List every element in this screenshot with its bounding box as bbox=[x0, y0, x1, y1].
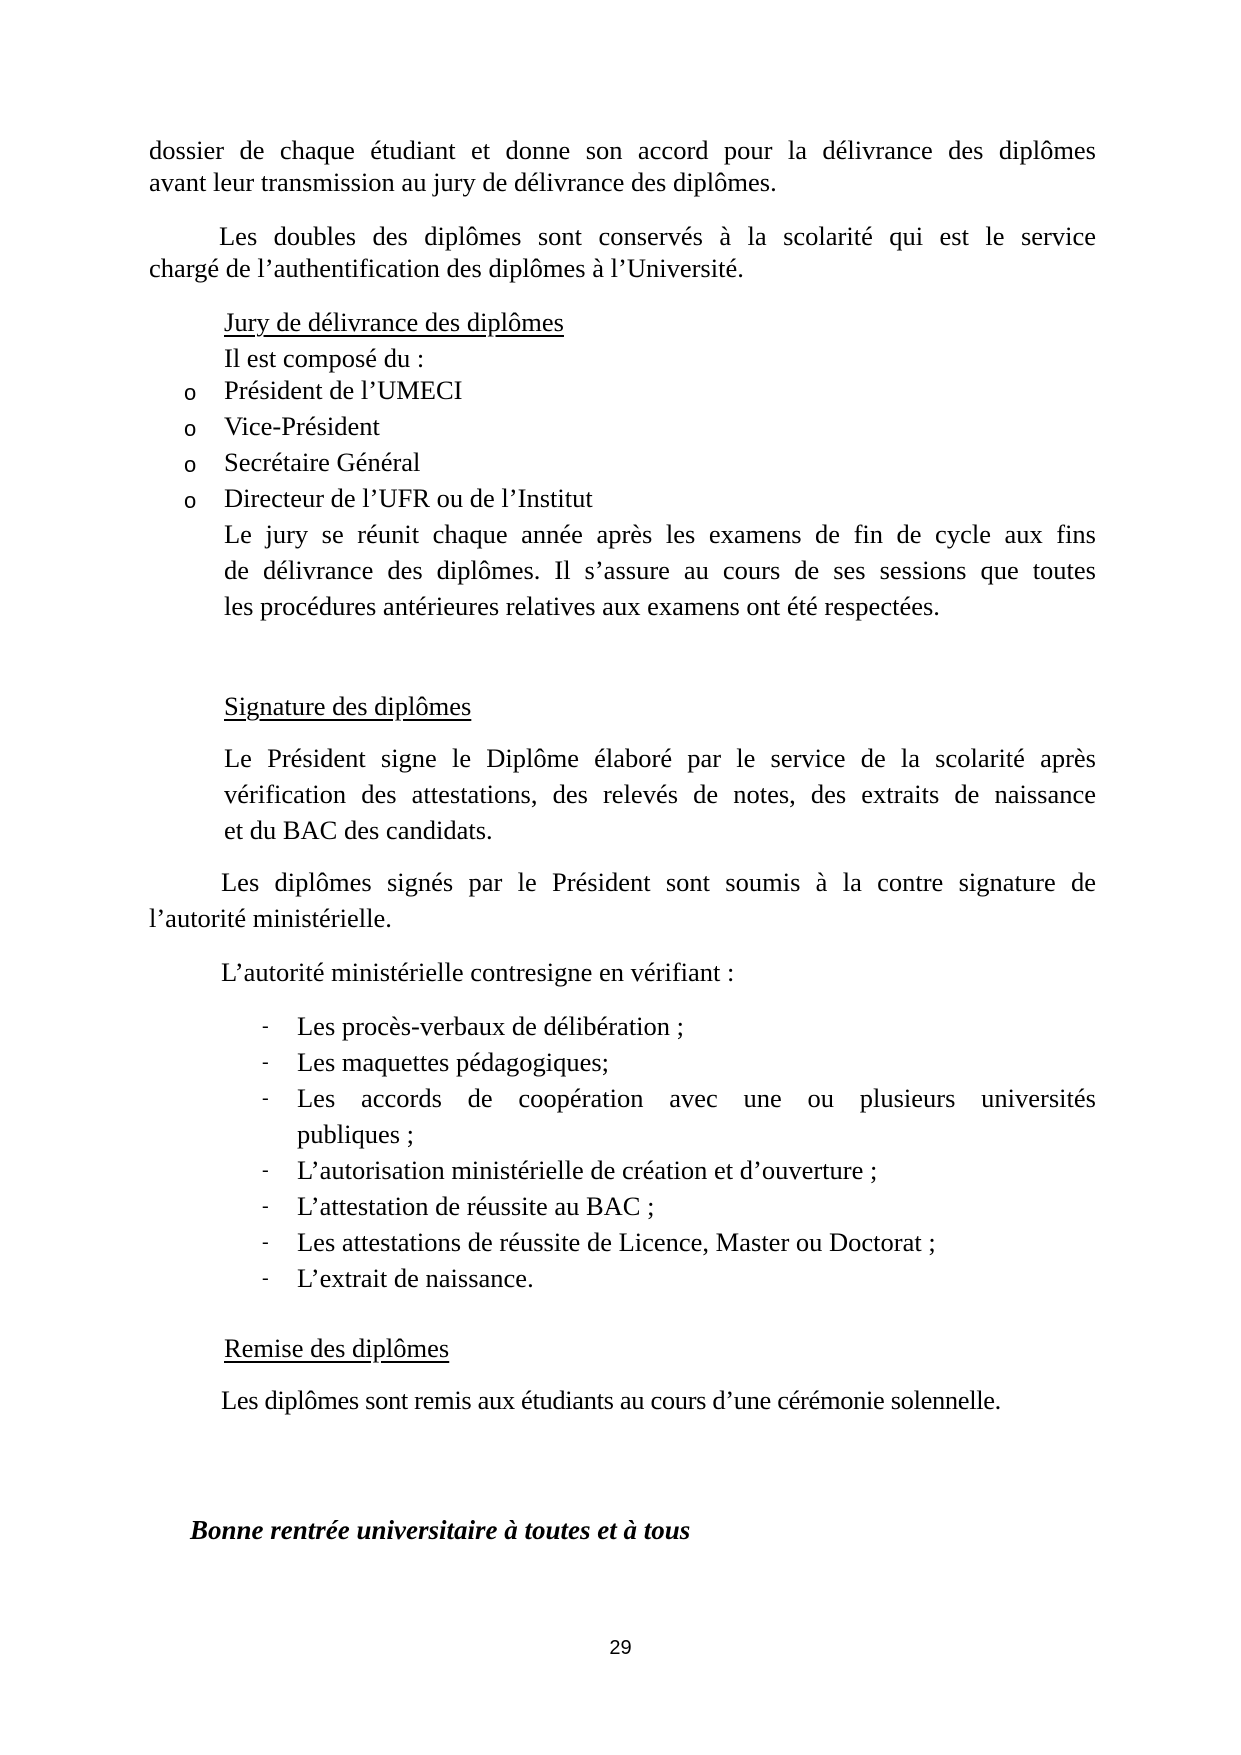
paragraph-line: l’autorité ministérielle. bbox=[149, 903, 392, 933]
paragraph-line: Le Président signe le Diplôme élaboré par le service de la scolarité après bbox=[224, 743, 1096, 773]
paragraph-line: de délivrance des diplômes. Il s’assure au cours de ses sessions que toutes bbox=[224, 555, 1096, 585]
paragraph-line: chargé de l’authentification des diplômes à l’Université. bbox=[149, 253, 744, 283]
list-item-text: Directeur de l’UFR ou de l’Institut bbox=[224, 483, 593, 513]
paragraph-line: dossier de chaque étudiant et donne son accord pour la délivrance des diplômes bbox=[149, 135, 1096, 165]
page-number: 29 bbox=[609, 1637, 632, 1659]
list-item-text: L’extrait de naissance. bbox=[297, 1263, 534, 1293]
list-item-text: L’autorisation ministérielle de création et d’ouverture ; bbox=[297, 1155, 878, 1185]
dash-bullet-icon: - bbox=[262, 1267, 269, 1289]
section-heading: Remise des diplômes bbox=[224, 1333, 450, 1363]
list-item-text: Les attestations de réussite de Licence, Master ou Doctorat ; bbox=[297, 1227, 936, 1257]
list-item-text: Vice-Président bbox=[224, 411, 380, 441]
dash-bullet-icon: - bbox=[262, 1195, 269, 1217]
circle-bullet-icon: o bbox=[184, 488, 197, 513]
list-item-text: Secrétaire Général bbox=[224, 447, 421, 477]
paragraph-line: avant leur transmission au jury de délivrance des diplômes. bbox=[149, 167, 777, 197]
paragraph-line: Les doubles des diplômes sont conservés à la scolarité qui est le service bbox=[219, 221, 1096, 251]
dash-bullet-icon: - bbox=[262, 1087, 269, 1109]
paragraph-line: et du BAC des candidats. bbox=[224, 815, 493, 845]
list-item-text: publiques ; bbox=[297, 1119, 415, 1149]
list-item-text: Les maquettes pédagogiques; bbox=[297, 1047, 610, 1077]
closing-message: Bonne rentrée universitaire à toutes et à tous bbox=[190, 1515, 691, 1545]
dash-bullet-icon: - bbox=[262, 1159, 269, 1181]
circle-bullet-icon: o bbox=[184, 416, 197, 441]
section-heading: Jury de délivrance des diplômes bbox=[224, 307, 564, 337]
verification-intro: L’autorité ministérielle contresigne en vérifiant : bbox=[221, 957, 735, 987]
list-item-text: Les procès-verbaux de délibération ; bbox=[297, 1011, 685, 1041]
list-item-text: L’attestation de réussite au BAC ; bbox=[297, 1191, 655, 1221]
paragraph-line: Les diplômes signés par le Président sont soumis à la contre signature de bbox=[221, 867, 1096, 897]
paragraph-line: vérification des attestations, des relevés de notes, des extraits de naissance bbox=[224, 779, 1096, 809]
paragraph-line: Les diplômes sont remis aux étudiants au cours d’une cérémonie solennelle. bbox=[221, 1385, 1001, 1415]
dash-bullet-icon: - bbox=[262, 1231, 269, 1253]
circle-bullet-icon: o bbox=[184, 452, 197, 477]
circle-bullet-icon: o bbox=[184, 380, 197, 405]
list-item-text: Les accords de coopération avec une ou plusieurs universités bbox=[297, 1083, 1096, 1113]
paragraph-line: Le jury se réunit chaque année après les examens de fin de cycle aux fins bbox=[224, 519, 1096, 549]
paragraph-line: les procédures antérieures relatives aux examens ont été respectées. bbox=[224, 591, 940, 621]
list-item-text: Président de l’UMECI bbox=[224, 375, 463, 405]
jury-intro: Il est composé du : bbox=[224, 343, 425, 373]
dash-bullet-icon: - bbox=[262, 1015, 269, 1037]
section-heading: Signature des diplômes bbox=[224, 691, 472, 721]
dash-bullet-icon: - bbox=[262, 1051, 269, 1073]
